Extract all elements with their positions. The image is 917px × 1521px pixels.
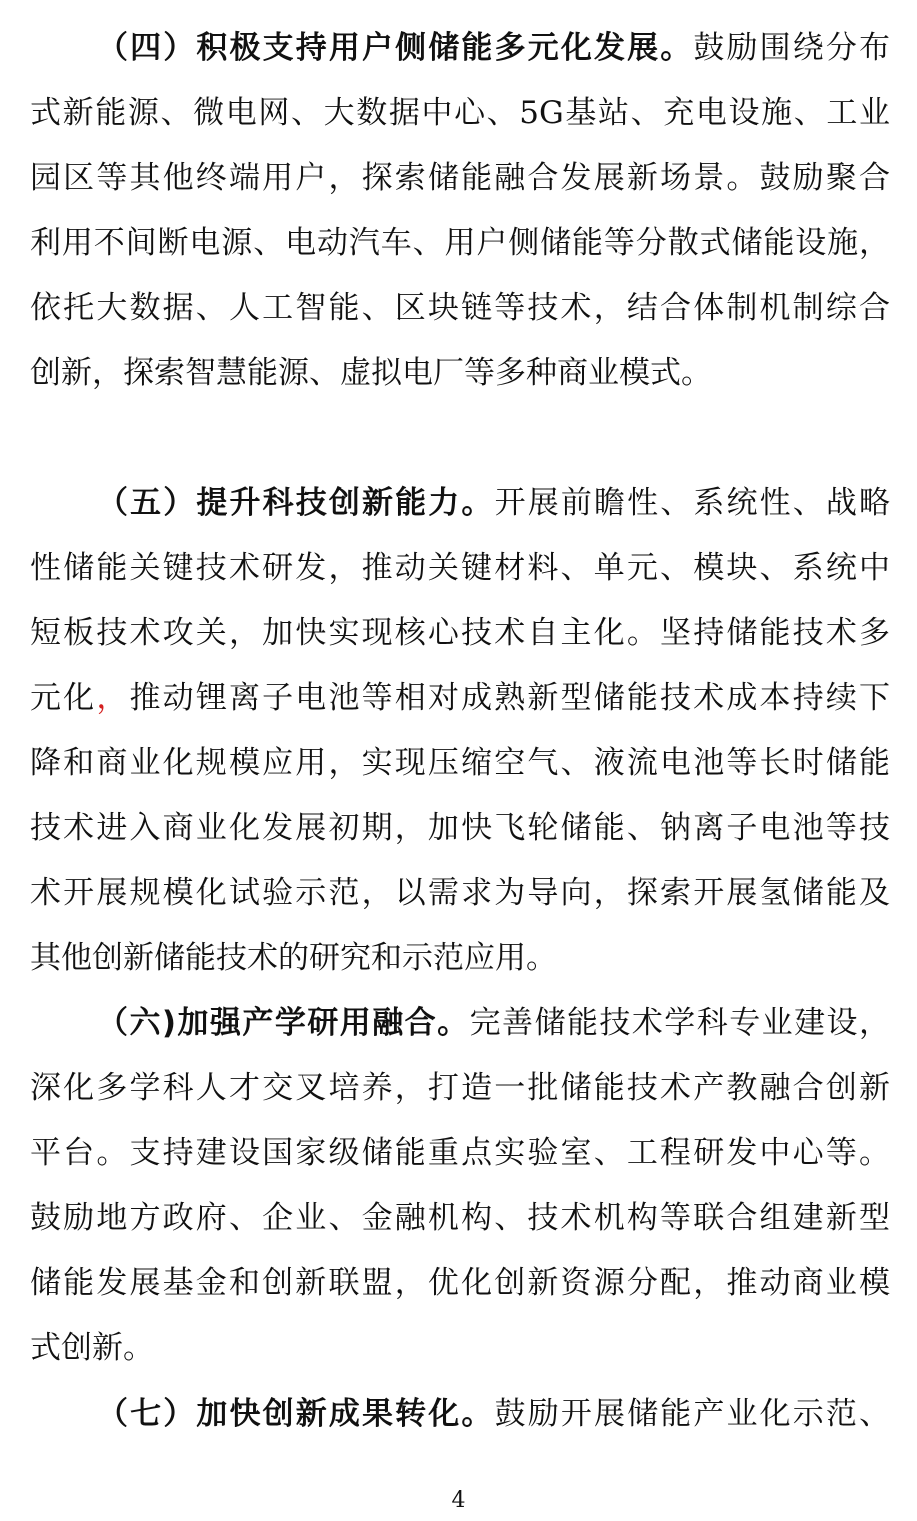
red-comma: ，: [96, 680, 130, 716]
paragraph-5-line-5: 降和商业化规模应用，实现压缩空气、液流电池等长时储能: [30, 745, 890, 781]
paragraph-4-line-5: 依托大数据、人工智能、区块链等技术，结合体制机制综合: [30, 290, 890, 326]
paragraph-6-text: 完善储能技术学科专业建设，: [469, 1005, 890, 1041]
paragraph-5-line-7: 术开展规模化试验示范，以需求为导向，探索开展氢储能及: [30, 875, 890, 911]
paragraph-4-text: 鼓励围绕分布: [693, 30, 890, 66]
paragraph-4-line-3: 园区等其他终端用户，探索储能融合发展新场景。鼓励聚合: [30, 160, 890, 196]
paragraph-6-line-5: 储能发展基金和创新联盟，优化创新资源分配，推动商业模: [30, 1265, 890, 1301]
paragraph-6-line-2: 深化多学科人才交叉培养，打造一批储能技术产教融合创新: [30, 1070, 890, 1106]
page-number: 4: [451, 1488, 466, 1513]
paragraph-7-heading: （七）加快创新成果转化。: [97, 1396, 495, 1432]
paragraph-5-line-2: 性储能关键技术研发，推动关键材料、单元、模块、系统中: [30, 550, 890, 586]
paragraph-5-text-a: 元化: [30, 680, 97, 716]
paragraph-6-line-4: 鼓励地方政府、企业、金融机构、技术机构等联合组建新型: [30, 1200, 890, 1236]
paragraph-4-line-6: 创新，探索智慧能源、虚拟电厂等多种商业模式。: [30, 355, 712, 391]
paragraph-4-line-2: 式新能源、微电网、大数据中心、5G基站、充电设施、工业: [30, 95, 890, 131]
section-3-heading: [97, 407, 890, 469]
paragraph-5-heading: （五）提升科技创新能力。: [97, 485, 495, 521]
paragraph-5-line-1: [97, 472, 890, 534]
paragraph-5-line-3: 短板技术攻关，加快实现核心技术自主化。坚持储能技术多: [30, 615, 890, 651]
paragraph-5-line-4: [30, 667, 890, 729]
paragraph-7-text: 鼓励开展储能产业化示范、: [494, 1396, 890, 1432]
paragraph-7-line-1: [97, 1383, 890, 1445]
paragraph-6-line-6: 式创新。: [30, 1330, 154, 1366]
paragraph-4-line-1: [97, 17, 890, 79]
paragraph-4-heading: （四）积极支持用户侧储能多元化发展。: [97, 30, 694, 66]
paragraph-6-heading: （六)加强产学研用融合。: [97, 1005, 470, 1041]
paragraph-6-line-3: 平台。支持建设国家级储能重点实验室、工程研发中心等。: [30, 1135, 890, 1171]
paragraph-5-line-8: 其他创新储能技术的研究和示范应用。: [30, 940, 557, 976]
paragraph-5-line-6: 技术进入商业化发展初期，加快飞轮储能、钠离子电池等技: [30, 810, 890, 846]
paragraph-6-line-1: [97, 992, 890, 1054]
paragraph-5-text-b: 推动锂离子电池等相对成熟新型储能技术成本持续下: [129, 680, 890, 716]
paragraph-4-line-4: 利用不间断电源、电动汽车、用户侧储能等分散式储能设施，: [30, 225, 890, 261]
paragraph-5-text: 开展前瞻性、系统性、战略: [494, 485, 890, 521]
